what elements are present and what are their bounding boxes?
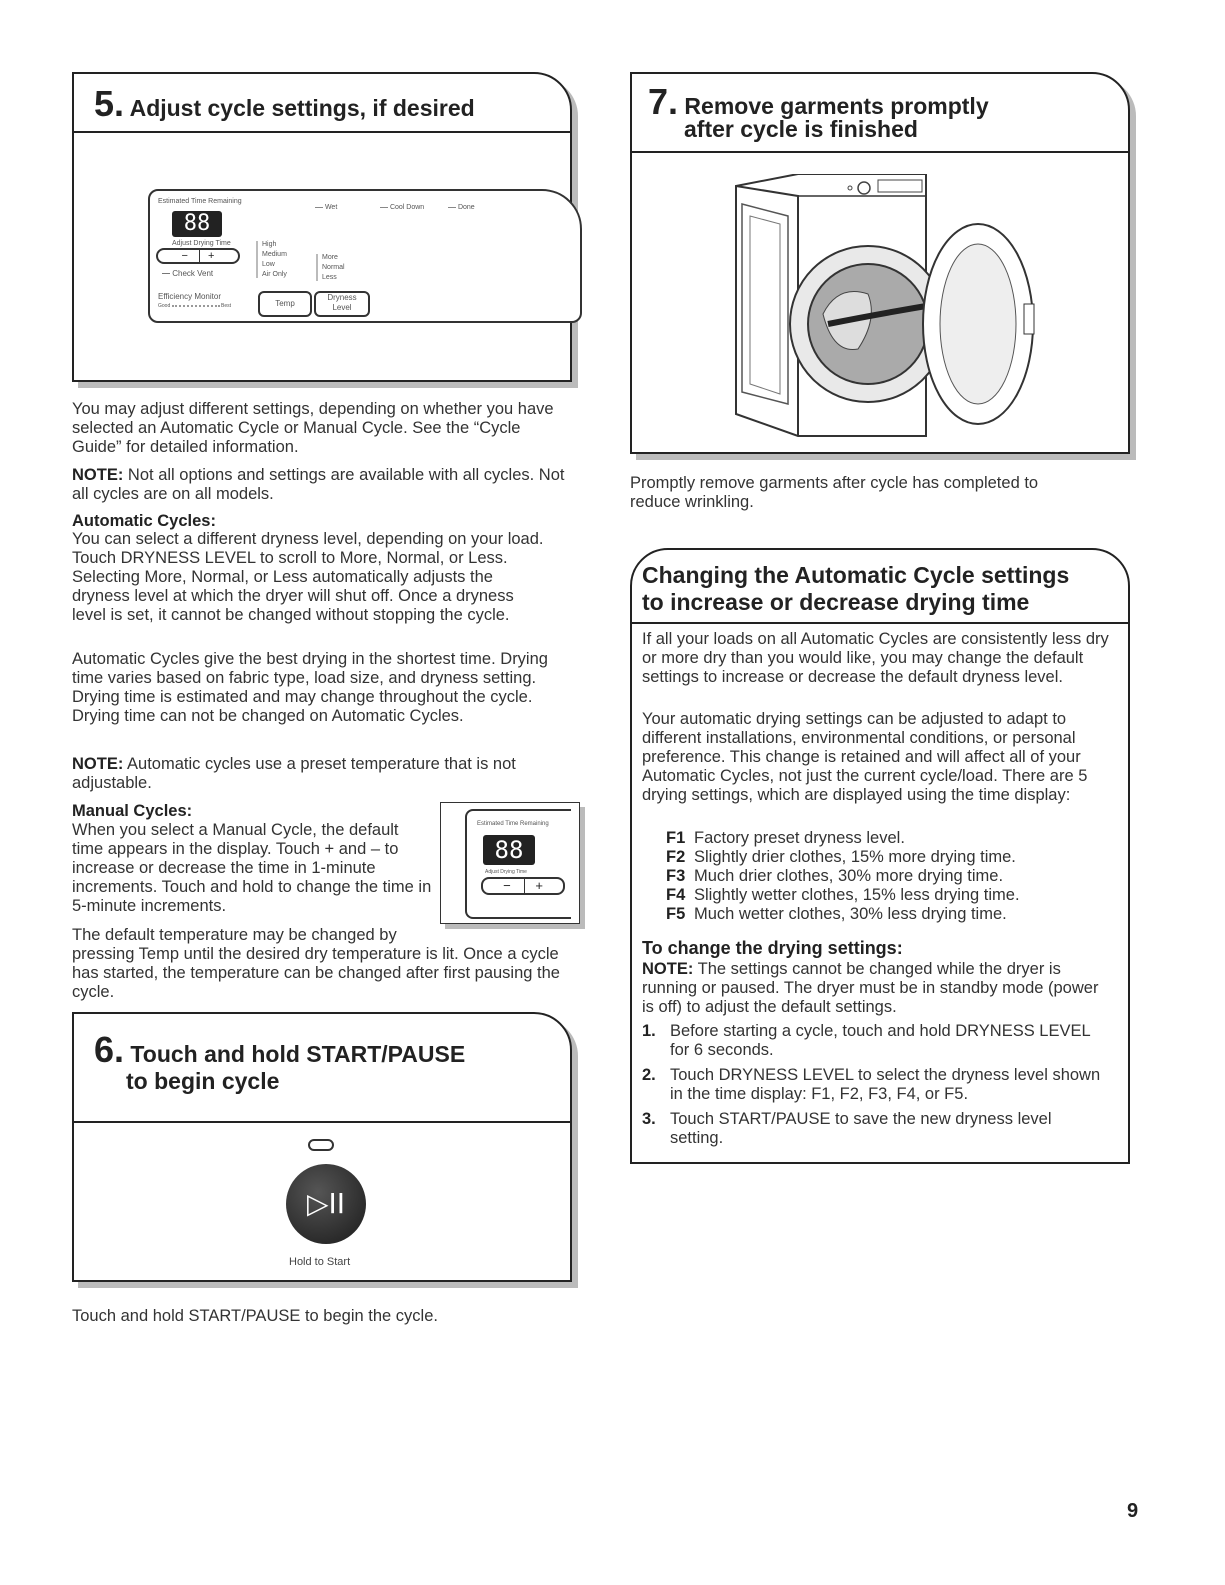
section-5-box xyxy=(72,72,572,382)
change-settings-subheading: To change the drying settings: xyxy=(642,938,903,958)
dryness-option-normal: Normal xyxy=(322,264,345,271)
small-plus-button[interactable]: + xyxy=(535,878,543,893)
manual-cycles-p1: When you select a Manual Cycle, the default time appears in the display. Touch + and – to increase or decrease the time in 1-minute increments. Touch and hold to change the time in 5-minute increments. xyxy=(72,821,432,915)
check-vent-label: Check Vent xyxy=(162,269,213,278)
change-settings-note: NOTE: The settings cannot be changed while the dryer is running or paused. The dryer must be in standby mode (power is off) to adjust the default settings. xyxy=(642,960,1099,1016)
section-7-number: 7. xyxy=(648,81,679,122)
dryness-option-more: More xyxy=(322,254,338,261)
changing-settings-heading xyxy=(642,562,1069,616)
section-5-note-2: NOTE: Automatic cycles use a preset temperature that is not adjustable. xyxy=(72,755,516,792)
temp-options xyxy=(256,241,287,278)
section-6-heading xyxy=(94,1029,466,1095)
setting-f3: F3 Much drier clothes, 30% more drying time. xyxy=(666,867,1004,885)
automatic-cycles-heading: Automatic Cycles: xyxy=(72,512,216,530)
step-3: 3. Touch START/PAUSE to save the new dryness level setting. xyxy=(642,1110,1052,1147)
section-7-title-line-1: Remove garments promptly xyxy=(684,93,989,119)
section-5-note-1: NOTE: Not all options and settings are available with all cycles. Not all cycles are on all models. xyxy=(72,466,565,503)
small-time-display: 88 xyxy=(483,835,535,865)
page-number: 9 xyxy=(1127,1500,1139,1522)
temp-button[interactable]: Temp xyxy=(258,291,312,317)
section-5-heading xyxy=(94,83,475,124)
section-7-title-line-2: after cycle is finished xyxy=(684,116,918,142)
automatic-cycles-p2: Automatic Cycles give the best drying in the shortest time. Drying time varies based on fabric type, load size, and dryness setting. Drying time is estimated and may change throughout the cycle. Drying time can not be changed on Automatic Cycles. xyxy=(72,650,548,725)
section-5-number: 5. xyxy=(94,83,125,124)
setting-f1: F1 Factory preset dryness level. xyxy=(666,829,905,847)
drying-settings-list xyxy=(666,829,1106,924)
section-6-caption: Touch and hold START/PAUSE to begin the cycle. xyxy=(72,1307,438,1325)
vent-indicator-icon xyxy=(162,273,170,274)
section-6-box xyxy=(72,1012,572,1282)
changing-settings-box xyxy=(630,548,1130,1164)
small-minus-button[interactable]: − xyxy=(503,878,511,893)
changing-settings-title-line-1: Changing the Automatic Cycle settings xyxy=(642,562,1070,588)
section-7-heading xyxy=(648,81,989,143)
section-6-title-line-2: to begin cycle xyxy=(126,1068,280,1094)
automatic-cycles-p1: You can select a different dryness level, depending on your load. Touch DRYNESS LEVEL to scroll to More, Normal, or Less. Selecting More, Normal, or Less automatically adjusts the dryness level at which the dryer will shut off. Once a dryness level is set, it cannot be changed without stopping the cycle. xyxy=(72,530,544,624)
time-display: 88 xyxy=(172,211,222,237)
dryer-open-door-illustration xyxy=(728,174,1038,444)
section-6-title-line-1: Touch and hold START/PAUSE xyxy=(130,1041,466,1067)
section-5-title: Adjust cycle settings, if desired xyxy=(129,95,475,121)
estimated-time-label: Estimated Time Remaining xyxy=(158,198,242,205)
efficiency-gauge: Good Best xyxy=(158,303,232,309)
temp-option-high: High xyxy=(262,241,277,248)
dryness-options xyxy=(316,254,345,281)
adjust-drying-time-label: Adjust Drying Time xyxy=(172,240,231,247)
step-1: 1. Before starting a cycle, touch and hold DRYNESS LEVEL for 6 seconds. xyxy=(642,1022,1091,1059)
control-panel-illustration xyxy=(148,189,582,323)
temp-option-medium: Medium xyxy=(262,251,287,258)
status-done: Done xyxy=(448,204,475,211)
changing-settings-p1: If all your loads on all Automatic Cycles are consistently less dry or more dry than you would like, you may change the default settings to increase or decrease the default dryness level. xyxy=(642,630,1109,686)
hold-to-start-label: Hold to Start xyxy=(289,1256,351,1268)
plus-button[interactable]: + xyxy=(208,250,215,262)
section-7-box xyxy=(630,72,1130,454)
manual-cycles-heading: Manual Cycles: xyxy=(72,802,193,820)
efficiency-monitor-label: Efficiency Monitor xyxy=(158,292,221,301)
section-5-intro: You may adjust different settings, depending on whether you have selected an Automatic Cycle or Manual Cycle. See the “Cycle Guide” for detailed information. xyxy=(72,400,554,456)
indicator-light-icon xyxy=(308,1139,334,1151)
adjust-time-buttons[interactable] xyxy=(156,248,240,264)
section-6-number: 6. xyxy=(94,1029,125,1070)
start-pause-button[interactable] xyxy=(286,1164,366,1244)
step-2: 2. Touch DRYNESS LEVEL to select the dryness level shown in the time display: F1, F2, F3, F4, or F5. xyxy=(642,1066,1101,1103)
change-settings-steps xyxy=(642,1022,1102,1148)
temp-option-low: Low xyxy=(262,261,275,268)
status-wet: Wet xyxy=(315,204,337,211)
manual-cycles-p2-start: The default temperature may be changed by xyxy=(72,926,397,944)
dryness-level-button[interactable]: Dryness Level xyxy=(314,291,370,317)
setting-f4: F4 Slightly wetter clothes, 15% less drying time. xyxy=(666,886,1020,904)
small-time-panel-inset xyxy=(440,802,580,924)
changing-settings-title-line-2: to increase or decrease drying time xyxy=(642,589,1030,615)
status-cool-down: Cool Down xyxy=(380,204,424,211)
small-adjust-buttons[interactable] xyxy=(481,877,565,895)
small-adjust-drying-time-label: Adjust Drying Time xyxy=(485,869,527,875)
setting-f2: F2 Slightly drier clothes, 15% more drying time. xyxy=(666,848,1016,866)
manual-cycles-p2-rest: pressing Temp until the desired dry temperature is lit. Once a cycle has started, the temperature can be changed after first pausing the cycle. xyxy=(72,945,560,1001)
temp-option-air-only: Air Only xyxy=(262,271,287,278)
small-estimated-time-label: Estimated Time Remaining xyxy=(477,821,549,827)
dryness-option-less: Less xyxy=(322,274,337,281)
play-pause-icon: ▷II xyxy=(306,1187,346,1220)
minus-button[interactable]: − xyxy=(181,250,188,262)
changing-settings-p2: Your automatic drying settings can be adjusted to adapt to different installations, environmental conditions, or personal preference. This change is retained and will affect all of your Automatic Cycles, not just the current cycle/load. There are 5 drying settings, which are displayed using the time display: xyxy=(642,710,1088,804)
section-7-caption: Promptly remove garments after cycle has completed to reduce wrinkling. xyxy=(630,474,1039,511)
setting-f5: F5 Much wetter clothes, 30% less drying time. xyxy=(666,905,1007,923)
